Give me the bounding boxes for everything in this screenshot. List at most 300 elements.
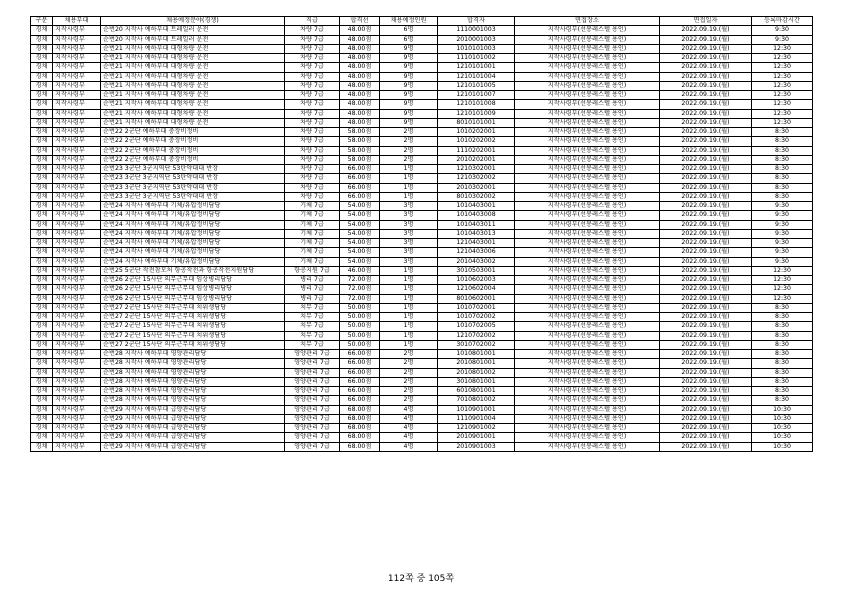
- cell-cutoff-score: 48.00점: [340, 91, 380, 100]
- cell-grade: 기체 7급: [285, 248, 340, 257]
- cell-grade: 차량 7급: [285, 63, 340, 72]
- cell-hiring-unit: 지작사령부: [53, 239, 101, 248]
- cell-planned-field: 순번26 2군단 15사단 의무근무대 임상병리담당: [101, 294, 285, 303]
- cell-hiring-unit: 지작사령부: [53, 63, 101, 72]
- cell-planned-headcount: 1명: [380, 266, 438, 275]
- cell-grade: 병리 7급: [285, 276, 340, 285]
- cell-grade: 치무 7급: [285, 340, 340, 349]
- cell-interview-date: 2022.09.19.(월): [660, 211, 752, 220]
- cell-cutoff-score: 66.00점: [340, 396, 380, 405]
- cell-interview-location: 지작사령부(선봉레스텔 용인): [515, 128, 660, 137]
- cell-registration-deadline: 12:30: [752, 91, 813, 100]
- cell-category: 경채: [31, 91, 53, 100]
- table-row: [31, 63, 813, 72]
- cell-planned-headcount: 1명: [380, 294, 438, 303]
- cell-passer-id: 1210602004: [438, 285, 515, 294]
- cell-planned-field: 순번22 2군단 예하부대 중장비정비: [101, 128, 285, 137]
- table-row: [31, 165, 813, 174]
- cell-cutoff-score: 46.00점: [340, 266, 380, 275]
- cell-category: 경채: [31, 424, 53, 433]
- cell-category: 경채: [31, 128, 53, 137]
- cell-cutoff-score: 72.00점: [340, 285, 380, 294]
- cell-planned-headcount: 3명: [380, 211, 438, 220]
- cell-passer-id: 1010901001: [438, 405, 515, 414]
- cell-cutoff-score: 58.00점: [340, 146, 380, 155]
- cell-interview-location: 지작사령부(선봉레스텔 용인): [515, 91, 660, 100]
- cell-grade: 기체 7급: [285, 257, 340, 266]
- cell-category: 경채: [31, 174, 53, 183]
- cell-planned-field: 순번22 2군단 예하부대 중장비정비: [101, 137, 285, 146]
- cell-passer-id: 1210101007: [438, 91, 515, 100]
- cell-registration-deadline: 8:30: [752, 165, 813, 174]
- header-interview-location: 면접장소: [515, 17, 660, 26]
- cell-grade: 차량 7급: [285, 100, 340, 109]
- header-interview-date: 면접일자: [660, 17, 752, 26]
- cell-hiring-unit: 지작사령부: [53, 35, 101, 44]
- cell-registration-deadline: 8:30: [752, 359, 813, 368]
- cell-interview-date: 2022.09.19.(월): [660, 433, 752, 442]
- cell-registration-deadline: 8:30: [752, 128, 813, 137]
- cell-planned-field: 순번21 지작사 예하부대 대형차량 운전: [101, 63, 285, 72]
- cell-category: 경채: [31, 368, 53, 377]
- cell-planned-field: 순번23 3군단 3군지역단 53탄약대대 반장: [101, 165, 285, 174]
- cell-interview-location: 지작사령부(선봉레스텔 용인): [515, 377, 660, 386]
- cell-registration-deadline: 10:30: [752, 424, 813, 433]
- table-row: [31, 303, 813, 312]
- cell-passer-id: 1010403008: [438, 211, 515, 220]
- table-row: [31, 26, 813, 35]
- cell-hiring-unit: 지작사령부: [53, 433, 101, 442]
- cell-planned-headcount: 4명: [380, 433, 438, 442]
- cell-registration-deadline: 12:30: [752, 276, 813, 285]
- cell-category: 경채: [31, 229, 53, 238]
- cell-cutoff-score: 66.00점: [340, 377, 380, 386]
- cell-interview-location: 지작사령부(선봉레스텔 용인): [515, 294, 660, 303]
- cell-cutoff-score: 48.00점: [340, 26, 380, 35]
- cell-passer-id: 1210403001: [438, 239, 515, 248]
- cell-planned-field: 순번29 지작사 예하부대 급양관리담당: [101, 424, 285, 433]
- cell-grade: 기체 7급: [285, 239, 340, 248]
- cell-planned-headcount: 9명: [380, 118, 438, 127]
- cell-grade: 기체 7급: [285, 229, 340, 238]
- cell-passer-id: 1010202002: [438, 137, 515, 146]
- cell-interview-date: 2022.09.19.(월): [660, 54, 752, 63]
- table-row: [31, 72, 813, 81]
- cell-planned-field: 순번27 2군단 15사단 의무근무대 치위생담당: [101, 303, 285, 312]
- cell-planned-field: 순번27 2군단 15사단 의무근무대 치위생담당: [101, 340, 285, 349]
- cell-interview-location: 지작사령부(선봉레스텔 용인): [515, 414, 660, 423]
- cell-planned-headcount: 9명: [380, 100, 438, 109]
- cell-passer-id: 1010101003: [438, 44, 515, 53]
- cell-planned-field: 순번21 지작사 예하부대 대형차량 운전: [101, 91, 285, 100]
- cell-interview-date: 2022.09.19.(월): [660, 313, 752, 322]
- cell-registration-deadline: 9:30: [752, 211, 813, 220]
- table-row: [31, 340, 813, 349]
- cell-registration-deadline: 10:30: [752, 442, 813, 451]
- cell-passer-id: 1010202001: [438, 128, 515, 137]
- cell-interview-date: 2022.09.19.(월): [660, 350, 752, 359]
- cell-category: 경채: [31, 322, 53, 331]
- cell-planned-field: 순번28 지작사 예하부대 영양관리담당: [101, 359, 285, 368]
- table-row: [31, 359, 813, 368]
- cell-category: 경채: [31, 54, 53, 63]
- cell-grade: 영양관리 7급: [285, 396, 340, 405]
- table-row: [31, 100, 813, 109]
- cell-planned-field: 순번28 지작사 예하부대 영양관리담당: [101, 387, 285, 396]
- cell-passer-id: 1210101009: [438, 109, 515, 118]
- cell-interview-date: 2022.09.19.(월): [660, 137, 752, 146]
- table-row: [31, 91, 813, 100]
- cell-interview-date: 2022.09.19.(월): [660, 405, 752, 414]
- cell-hiring-unit: 지작사령부: [53, 368, 101, 377]
- cell-planned-field: 순번24 지작사 예하부대 기체/유압정비담당: [101, 229, 285, 238]
- cell-grade: 차량 7급: [285, 165, 340, 174]
- cell-category: 경채: [31, 72, 53, 81]
- table-row: [31, 229, 813, 238]
- cell-interview-date: 2022.09.19.(월): [660, 285, 752, 294]
- cell-planned-field: 순번21 지작사 예하부대 대형차량 운전: [101, 118, 285, 127]
- cell-planned-headcount: 4명: [380, 424, 438, 433]
- cell-registration-deadline: 12:30: [752, 54, 813, 63]
- cell-hiring-unit: 지작사령부: [53, 211, 101, 220]
- cell-planned-headcount: 2명: [380, 359, 438, 368]
- cell-interview-location: 지작사령부(선봉레스텔 용인): [515, 220, 660, 229]
- cell-registration-deadline: 8:30: [752, 377, 813, 386]
- cell-interview-location: 지작사령부(선봉레스텔 용인): [515, 192, 660, 201]
- cell-interview-date: 2022.09.19.(월): [660, 276, 752, 285]
- cell-interview-date: 2022.09.19.(월): [660, 155, 752, 164]
- cell-planned-headcount: 2명: [380, 128, 438, 137]
- cell-passer-id: 1110101002: [438, 54, 515, 63]
- table-row: [31, 266, 813, 275]
- cell-grade: 영양관리 7급: [285, 433, 340, 442]
- cell-planned-field: 순번23 3군단 3군지역단 53탄약대대 반장: [101, 183, 285, 192]
- cell-planned-field: 순번21 지작사 예하부대 대형차량 운전: [101, 100, 285, 109]
- cell-planned-field: 순번24 지작사 예하부대 기체/유압정비담당: [101, 248, 285, 257]
- cell-interview-location: 지작사령부(선봉레스텔 용인): [515, 239, 660, 248]
- cell-planned-headcount: 1명: [380, 192, 438, 201]
- table-row: [31, 322, 813, 331]
- cell-hiring-unit: 지작사령부: [53, 377, 101, 386]
- cell-cutoff-score: 48.00점: [340, 81, 380, 90]
- cell-hiring-unit: 지작사령부: [53, 359, 101, 368]
- cell-interview-location: 지작사령부(선봉레스텔 용인): [515, 229, 660, 238]
- cell-category: 경채: [31, 276, 53, 285]
- cell-interview-date: 2022.09.19.(월): [660, 192, 752, 201]
- cell-interview-location: 지작사령부(선봉레스텔 용인): [515, 303, 660, 312]
- table-row: [31, 442, 813, 451]
- cell-planned-field: 순번24 지작사 예하부대 기체/유압정비담당: [101, 257, 285, 266]
- cell-hiring-unit: 지작사령부: [53, 414, 101, 423]
- cell-planned-headcount: 2명: [380, 368, 438, 377]
- cell-cutoff-score: 68.00점: [340, 414, 380, 423]
- cell-cutoff-score: 48.00점: [340, 44, 380, 53]
- table-row: [31, 54, 813, 63]
- cell-hiring-unit: 지작사령부: [53, 44, 101, 53]
- cell-planned-field: 순번24 지작사 예하부대 기체/유압정비담당: [101, 211, 285, 220]
- table-row: [31, 128, 813, 137]
- cell-category: 경채: [31, 303, 53, 312]
- cell-passer-id: 8010101001: [438, 118, 515, 127]
- cell-registration-deadline: 8:30: [752, 303, 813, 312]
- cell-category: 경채: [31, 359, 53, 368]
- cell-planned-headcount: 2명: [380, 377, 438, 386]
- cell-hiring-unit: 지작사령부: [53, 183, 101, 192]
- cell-interview-date: 2022.09.19.(월): [660, 377, 752, 386]
- cell-category: 경채: [31, 155, 53, 164]
- table-row: [31, 414, 813, 423]
- cell-hiring-unit: 지작사령부: [53, 257, 101, 266]
- cell-interview-location: 지작사령부(선봉레스텔 용인): [515, 72, 660, 81]
- cell-grade: 항공지원 7급: [285, 266, 340, 275]
- cell-hiring-unit: 지작사령부: [53, 248, 101, 257]
- cell-category: 경채: [31, 109, 53, 118]
- cell-registration-deadline: 12:30: [752, 72, 813, 81]
- table-row: [31, 313, 813, 322]
- cell-passer-id: 2010801002: [438, 368, 515, 377]
- cell-interview-date: 2022.09.19.(월): [660, 63, 752, 72]
- cell-planned-headcount: 6명: [380, 35, 438, 44]
- cell-hiring-unit: 지작사령부: [53, 220, 101, 229]
- cell-interview-date: 2022.09.19.(월): [660, 35, 752, 44]
- cell-planned-field: 순번27 2군단 15사단 의무근무대 치위생담당: [101, 322, 285, 331]
- cell-grade: 영양관리 7급: [285, 424, 340, 433]
- cell-category: 경채: [31, 442, 53, 451]
- cell-registration-deadline: 12:30: [752, 266, 813, 275]
- cell-cutoff-score: 50.00점: [340, 303, 380, 312]
- cell-passer-id: 1210101005: [438, 81, 515, 90]
- cell-hiring-unit: 지작사령부: [53, 81, 101, 90]
- cell-planned-field: 순번22 2군단 예하부대 중장비정비: [101, 155, 285, 164]
- table-row: [31, 81, 813, 90]
- table-row: [31, 377, 813, 386]
- cell-registration-deadline: 12:30: [752, 285, 813, 294]
- cell-registration-deadline: 8:30: [752, 387, 813, 396]
- cell-grade: 차량 7급: [285, 91, 340, 100]
- cell-cutoff-score: 50.00점: [340, 322, 380, 331]
- cell-interview-location: 지작사령부(선봉레스텔 용인): [515, 424, 660, 433]
- cell-cutoff-score: 58.00점: [340, 155, 380, 164]
- table-row: [31, 294, 813, 303]
- cell-interview-date: 2022.09.19.(월): [660, 340, 752, 349]
- table-row: [31, 183, 813, 192]
- cell-passer-id: 1210302002: [438, 174, 515, 183]
- cell-interview-date: 2022.09.19.(월): [660, 248, 752, 257]
- cell-hiring-unit: 지작사령부: [53, 229, 101, 238]
- cell-interview-location: 지작사령부(선봉레스텔 용인): [515, 100, 660, 109]
- cell-category: 경채: [31, 44, 53, 53]
- cell-interview-date: 2022.09.19.(월): [660, 331, 752, 340]
- cell-grade: 차량 7급: [285, 174, 340, 183]
- cell-planned-field: 순번26 2군단 15사단 의무근무대 임상병리담당: [101, 285, 285, 294]
- cell-planned-headcount: 9명: [380, 81, 438, 90]
- cell-interview-date: 2022.09.19.(월): [660, 202, 752, 211]
- cell-cutoff-score: 66.00점: [340, 165, 380, 174]
- cell-planned-headcount: 9명: [380, 109, 438, 118]
- cell-planned-headcount: 6명: [380, 26, 438, 35]
- cell-hiring-unit: 지작사령부: [53, 266, 101, 275]
- cell-registration-deadline: 8:30: [752, 340, 813, 349]
- results-table: [30, 16, 813, 452]
- cell-grade: 치무 7급: [285, 322, 340, 331]
- cell-cutoff-score: 48.00점: [340, 100, 380, 109]
- cell-hiring-unit: 지작사령부: [53, 109, 101, 118]
- cell-cutoff-score: 68.00점: [340, 442, 380, 451]
- cell-planned-field: 순번24 지작사 예하부대 기체/유압정비담당: [101, 239, 285, 248]
- cell-cutoff-score: 54.00점: [340, 202, 380, 211]
- cell-grade: 차량 7급: [285, 183, 340, 192]
- cell-hiring-unit: 지작사령부: [53, 340, 101, 349]
- cell-grade: 차량 7급: [285, 81, 340, 90]
- cell-registration-deadline: 12:30: [752, 100, 813, 109]
- cell-interview-date: 2022.09.19.(월): [660, 81, 752, 90]
- cell-cutoff-score: 50.00점: [340, 340, 380, 349]
- cell-hiring-unit: 지작사령부: [53, 276, 101, 285]
- cell-hiring-unit: 지작사령부: [53, 396, 101, 405]
- cell-cutoff-score: 66.00점: [340, 359, 380, 368]
- cell-passer-id: 3010702002: [438, 340, 515, 349]
- cell-planned-field: 순번29 지작사 예하부대 급양관리담당: [101, 414, 285, 423]
- table-row: [31, 387, 813, 396]
- cell-planned-headcount: 3명: [380, 229, 438, 238]
- cell-grade: 영양관리 7급: [285, 368, 340, 377]
- cell-planned-field: 순번28 지작사 예하부대 영양관리담당: [101, 377, 285, 386]
- table-row: [31, 396, 813, 405]
- cell-category: 경채: [31, 285, 53, 294]
- cell-registration-deadline: 9:30: [752, 248, 813, 257]
- table-row: [31, 257, 813, 266]
- cell-passer-id: 2010901001: [438, 433, 515, 442]
- cell-grade: 차량 7급: [285, 35, 340, 44]
- cell-interview-location: 지작사령부(선봉레스텔 용인): [515, 276, 660, 285]
- cell-grade: 차량 7급: [285, 155, 340, 164]
- cell-registration-deadline: 10:30: [752, 414, 813, 423]
- cell-planned-field: 순번20 지작사 예하부대 트레일러 운전: [101, 26, 285, 35]
- cell-category: 경채: [31, 387, 53, 396]
- cell-registration-deadline: 12:30: [752, 81, 813, 90]
- cell-registration-deadline: 9:30: [752, 239, 813, 248]
- cell-grade: 영양관리 7급: [285, 414, 340, 423]
- table-row: [31, 220, 813, 229]
- cell-planned-headcount: 1명: [380, 174, 438, 183]
- cell-passer-id: 1210101008: [438, 100, 515, 109]
- table-row: [31, 202, 813, 211]
- cell-planned-field: 순번29 지작사 예하부대 급양관리담당: [101, 433, 285, 442]
- table-row: [31, 109, 813, 118]
- cell-grade: 차량 7급: [285, 192, 340, 201]
- cell-hiring-unit: 지작사령부: [53, 405, 101, 414]
- cell-interview-date: 2022.09.19.(월): [660, 387, 752, 396]
- cell-registration-deadline: 8:30: [752, 192, 813, 201]
- cell-interview-location: 지작사령부(선봉레스텔 용인): [515, 137, 660, 146]
- cell-category: 경채: [31, 396, 53, 405]
- cell-passer-id: 1010403013: [438, 229, 515, 238]
- cell-category: 경채: [31, 183, 53, 192]
- cell-cutoff-score: 50.00점: [340, 313, 380, 322]
- cell-interview-location: 지작사령부(선봉레스텔 용인): [515, 81, 660, 90]
- cell-interview-location: 지작사령부(선봉레스텔 용인): [515, 257, 660, 266]
- cell-registration-deadline: 8:30: [752, 331, 813, 340]
- cell-cutoff-score: 48.00점: [340, 54, 380, 63]
- cell-registration-deadline: 9:30: [752, 202, 813, 211]
- cell-planned-headcount: 1명: [380, 183, 438, 192]
- header-planned-headcount: 채용예정인원: [380, 17, 438, 26]
- cell-interview-location: 지작사령부(선봉레스텔 용인): [515, 387, 660, 396]
- cell-passer-id: 1210901002: [438, 424, 515, 433]
- cell-grade: 차량 7급: [285, 54, 340, 63]
- header-cutoff-score: 합격선: [340, 17, 380, 26]
- cell-planned-headcount: 4명: [380, 405, 438, 414]
- cell-planned-field: 순번23 3군단 3군지역단 53탄약대대 반장: [101, 174, 285, 183]
- table-row: [31, 137, 813, 146]
- cell-passer-id: 7010801002: [438, 396, 515, 405]
- cell-planned-field: 순번23 3군단 3군지역단 53탄약대대 반장: [101, 192, 285, 201]
- cell-grade: 영양관리 7급: [285, 442, 340, 451]
- cell-cutoff-score: 48.00점: [340, 72, 380, 81]
- cell-hiring-unit: 지작사령부: [53, 165, 101, 174]
- cell-registration-deadline: 9:30: [752, 35, 813, 44]
- cell-interview-date: 2022.09.19.(월): [660, 442, 752, 451]
- cell-hiring-unit: 지작사령부: [53, 72, 101, 81]
- table-row: [31, 239, 813, 248]
- cell-interview-date: 2022.09.19.(월): [660, 414, 752, 423]
- cell-interview-location: 지작사령부(선봉레스텔 용인): [515, 285, 660, 294]
- table-row: [31, 248, 813, 257]
- cell-passer-id: 3010801001: [438, 377, 515, 386]
- cell-passer-id: 1210101004: [438, 72, 515, 81]
- cell-registration-deadline: 9:30: [752, 229, 813, 238]
- cell-planned-field: 순번28 지작사 예하부대 영양관리담당: [101, 396, 285, 405]
- cell-interview-location: 지작사령부(선봉레스텔 용인): [515, 368, 660, 377]
- cell-hiring-unit: 지작사령부: [53, 387, 101, 396]
- cell-planned-headcount: 9명: [380, 91, 438, 100]
- cell-hiring-unit: 지작사령부: [53, 146, 101, 155]
- cell-interview-location: 지작사령부(선봉레스텔 용인): [515, 248, 660, 257]
- cell-planned-field: 순번21 지작사 예하부대 대형차량 운전: [101, 54, 285, 63]
- cell-category: 경채: [31, 414, 53, 423]
- cell-passer-id: 1010702001: [438, 303, 515, 312]
- cell-hiring-unit: 지작사령부: [53, 137, 101, 146]
- cell-planned-headcount: 1명: [380, 165, 438, 174]
- cell-interview-location: 지작사령부(선봉레스텔 용인): [515, 54, 660, 63]
- cell-hiring-unit: 지작사령부: [53, 313, 101, 322]
- cell-category: 경채: [31, 63, 53, 72]
- cell-interview-location: 지작사령부(선봉레스텔 용인): [515, 211, 660, 220]
- table-row: [31, 35, 813, 44]
- cell-planned-field: 순번24 지작사 예하부대 기체/유압정비담당: [101, 202, 285, 211]
- cell-category: 경채: [31, 118, 53, 127]
- cell-registration-deadline: 12:30: [752, 44, 813, 53]
- cell-grade: 차량 7급: [285, 146, 340, 155]
- cell-interview-location: 지작사령부(선봉레스텔 용인): [515, 202, 660, 211]
- cell-category: 경채: [31, 331, 53, 340]
- cell-passer-id: 1210302001: [438, 165, 515, 174]
- cell-interview-date: 2022.09.19.(월): [660, 174, 752, 183]
- cell-interview-location: 지작사령부(선봉레스텔 용인): [515, 442, 660, 451]
- header-category: 구분: [31, 17, 53, 26]
- cell-interview-location: 지작사령부(선봉레스텔 용인): [515, 331, 660, 340]
- cell-planned-field: 순번28 지작사 예하부대 영양관리담당: [101, 368, 285, 377]
- cell-passer-id: 2010001003: [438, 35, 515, 44]
- cell-registration-deadline: 10:30: [752, 405, 813, 414]
- cell-cutoff-score: 48.00점: [340, 118, 380, 127]
- cell-planned-headcount: 3명: [380, 220, 438, 229]
- cell-category: 경채: [31, 35, 53, 44]
- cell-grade: 차량 7급: [285, 109, 340, 118]
- cell-interview-location: 지작사령부(선봉레스텔 용인): [515, 183, 660, 192]
- cell-passer-id: 2010901003: [438, 442, 515, 451]
- cell-planned-headcount: 3명: [380, 257, 438, 266]
